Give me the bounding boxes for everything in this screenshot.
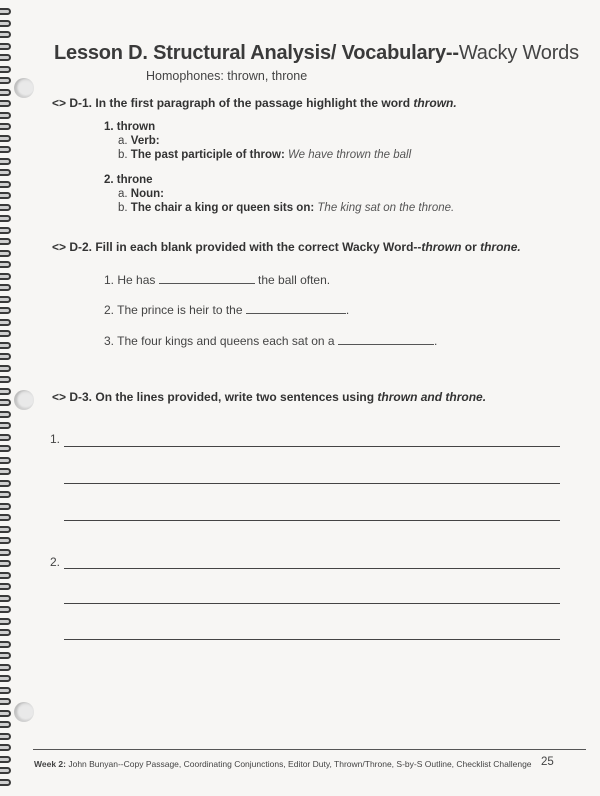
fill-sentence-3 [104,334,437,348]
instruction-d2-text: <> D-2. Fill in each blank provided with the correct Wacky Word-- [52,240,422,254]
punch-hole-bottom [14,702,34,722]
sentence-text-before: 2. The prince is heir to the [104,303,246,317]
spiral-coil [0,227,11,234]
spiral-coil [0,296,11,303]
spiral-coil [0,353,11,360]
spiral-coil [0,721,11,728]
spiral-binding [0,8,14,788]
spiral-coil [0,135,11,142]
spiral-coil [0,54,11,61]
spiral-coil [0,181,11,188]
spiral-coil [0,77,11,84]
spiral-coil [0,618,11,625]
spiral-coil [0,526,11,533]
entry-b-definition: The past participle of throw: [130,149,285,161]
entry-b-example: We have thrown the ball [284,149,412,161]
punch-hole-middle [14,390,34,410]
spiral-coil [0,123,11,130]
spiral-coil [0,261,11,268]
instruction-d3-words: thrown and throne. [377,390,487,404]
spiral-coil [0,342,11,349]
page-number: 25 [541,756,554,768]
instruction-d2-word1: thrown [421,240,462,254]
writing-line[interactable] [64,520,560,521]
lesson-title-wacky: Wacky Words [458,42,579,64]
entry-b-label: b. [118,202,128,214]
writing-line[interactable] [64,639,560,640]
spiral-coil [0,698,11,705]
entry-a-label: a. [118,135,128,147]
fill-blank[interactable] [246,303,346,314]
entry-a-text: Noun: [130,188,165,200]
spiral-coil [0,572,11,579]
spiral-coil [0,641,11,648]
spiral-coil [0,411,11,418]
spiral-coil [0,652,11,659]
spiral-coil [0,100,11,107]
writing-line[interactable] [64,603,560,604]
writing-line[interactable] [64,483,560,484]
spiral-coil [0,330,11,337]
spiral-coil [0,549,11,556]
spiral-coil [0,192,11,199]
spiral-coil [0,365,11,372]
spiral-coil [0,537,11,544]
spiral-coil [0,606,11,613]
spiral-coil [0,146,11,153]
instruction-d1-text: <> D-1. In the first paragraph of the passage highlight the word [52,96,414,110]
spiral-coil [0,457,11,464]
spiral-coil [0,112,11,119]
entry-a-label: a. [118,188,128,200]
spiral-coil [0,779,11,786]
spiral-coil [0,66,11,73]
sentence-text-after: . [433,334,438,348]
instruction-d2-or: or [461,240,481,254]
writing-number-2: 2. [50,555,61,569]
spiral-coil [0,491,11,498]
punch-hole-top [14,78,34,98]
spiral-coil [0,629,11,636]
sentence-text-after: the ball often. [254,273,331,287]
writing-line[interactable] [64,446,560,447]
spiral-coil [0,31,11,38]
spiral-coil [0,43,11,50]
spiral-coil [0,744,11,751]
instruction-d2-word2: throne. [480,240,521,254]
entry-throne-word [104,174,153,186]
sentence-text-before: 3. The four kings and queens each sat on a [104,334,338,348]
entry-b-example: The king sat on the throne. [314,202,455,214]
instruction-d3-text: <> D-3. On the lines provided, write two sentences using [52,390,378,404]
writing-number-1: 1. [50,432,61,446]
footer-week: Week 2: [34,759,66,769]
spiral-coil [0,664,11,671]
spiral-coil [0,687,11,694]
writing-line[interactable] [64,568,560,569]
spiral-coil [0,480,11,487]
spiral-coil [0,8,11,15]
footer-text [34,759,532,769]
entry-a-text: Verb: [130,135,160,147]
spiral-coil [0,307,11,314]
spiral-coil [0,158,11,165]
entry-throne-b [118,202,454,214]
spiral-coil [0,434,11,441]
spiral-coil [0,422,11,429]
spiral-coil [0,388,11,395]
entry-word-label: 2. throne [104,174,153,186]
instruction-d1-word: thrown. [413,96,457,110]
spiral-coil [0,733,11,740]
entry-thrown-b [118,149,411,161]
spiral-coil [0,468,11,475]
fill-sentence-2 [104,303,349,317]
instruction-d2 [52,240,521,254]
lesson-title-main: Lesson D. Structural Analysis/ Vocabulary-- [54,42,459,64]
sentence-text-before: 1. He has [104,273,159,287]
spiral-coil [0,376,11,383]
fill-blank[interactable] [338,334,434,345]
spiral-coil [0,169,11,176]
entry-throne-a [118,188,164,200]
spiral-coil [0,284,11,291]
spiral-coil [0,319,11,326]
lesson-subtitle: Homophones: thrown, throne [146,69,308,83]
sentence-text-after: . [345,303,350,317]
fill-blank[interactable] [159,273,255,284]
footer-description: John Bunyan--Copy Passage, Coordinating Conjunctions, Editor Duty, Thrown/Throne, S-by-S Outline, Checklist Challenge [65,759,532,769]
spiral-coil [0,560,11,567]
spiral-coil [0,595,11,602]
instruction-d3 [52,390,486,404]
spiral-coil [0,503,11,510]
spiral-coil [0,445,11,452]
entry-thrown-a [118,135,160,147]
entry-b-label: b. [118,149,128,161]
spiral-coil [0,583,11,590]
spiral-coil [0,514,11,521]
fill-sentence-1 [104,273,330,287]
spiral-coil [0,215,11,222]
entry-thrown-word [104,121,155,133]
spiral-coil [0,675,11,682]
spiral-coil [0,20,11,27]
footer-divider [33,749,586,750]
spiral-coil [0,756,11,763]
lesson-title [54,42,579,65]
entry-word-label: 1. thrown [104,121,156,133]
spiral-coil [0,767,11,774]
spiral-coil [0,273,11,280]
instruction-d1 [52,96,457,110]
spiral-coil [0,89,11,96]
spiral-coil [0,399,11,406]
spiral-coil [0,250,11,257]
spiral-coil [0,238,11,245]
entry-b-definition: The chair a king or queen sits on: [130,202,315,214]
spiral-coil [0,204,11,211]
spiral-coil [0,710,11,717]
